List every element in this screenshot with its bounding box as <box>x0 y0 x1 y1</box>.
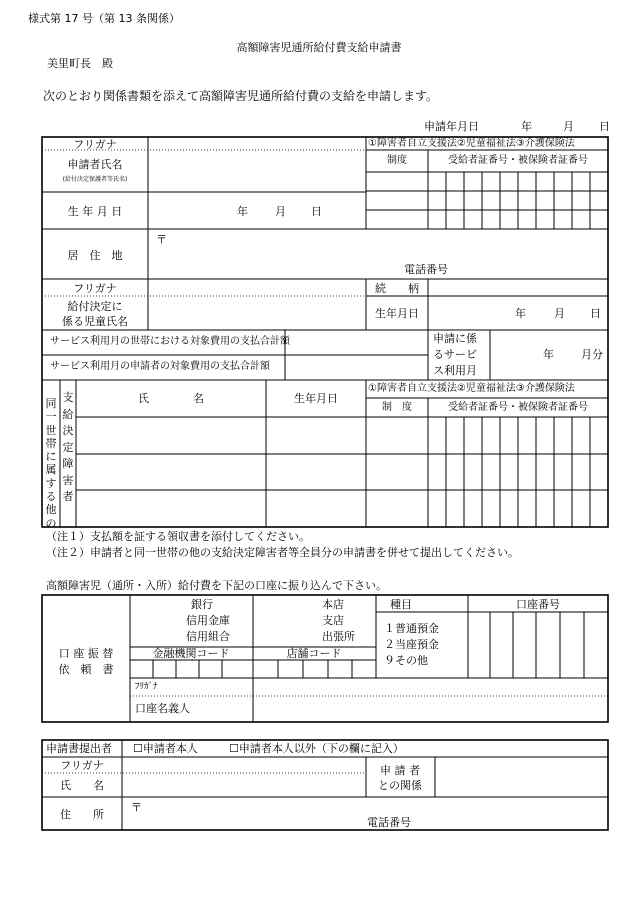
child-day-label: 日 <box>590 307 601 320</box>
service-month-label-3: ス利用月 <box>433 364 477 377</box>
transfer-label-2: 依 頼 書 <box>58 663 114 676</box>
account-type-option-2: ２当座預金 <box>384 638 439 651</box>
service-month-label-1: 申請に係 <box>433 332 477 345</box>
child-name-label-1: 給付決定に <box>67 300 123 313</box>
certificate-number-grid-top <box>446 172 590 229</box>
note-1: （注１）支払額を証する領収書を添付してください。 <box>46 530 310 543</box>
branch-type-1: 本店 <box>322 598 344 611</box>
relationship-label-1: 申 請 者 <box>380 764 420 777</box>
household-cert-label: 受給者証番号・被保険者証番号 <box>448 402 588 413</box>
date-label: 申請年月日 <box>424 120 479 133</box>
account-type-option-3: ９その他 <box>384 654 428 667</box>
household-vertical-label-outer: 同 一 世 帯 に 属 す る 他 の <box>45 397 57 530</box>
form-number: 様式第 17 号（第 13 条関係） <box>28 12 180 25</box>
submitter-option-other[interactable]: ☐申請者本人以外（下の欄に記入） <box>229 742 404 755</box>
institution-code-label: 金融機関コード <box>152 647 230 660</box>
date-year-label: 年 <box>521 120 532 133</box>
date-day-label: 日 <box>599 120 610 133</box>
household-birth-header: 生年月日 <box>294 392 338 405</box>
child-name-label-2: 係る児童氏名 <box>62 315 128 328</box>
addressee: 美里町長 殿 <box>47 57 113 70</box>
child-birth-label: 生年月日 <box>375 307 419 320</box>
applicant-furigana-label: フリガナ <box>73 138 117 151</box>
postal-mark: 〒 <box>156 233 167 246</box>
account-type-label: 種目 <box>390 598 412 611</box>
household-seido-label: 制 度 <box>382 402 412 413</box>
holder-furigana-label: ﾌﾘｶﾞﾅ <box>135 682 158 692</box>
submitter-address-label: 住 所 <box>60 808 104 821</box>
relationship-label-2: との関係 <box>378 779 422 792</box>
seido-label: 制度 <box>387 155 407 166</box>
phone-label: 電話番号 <box>404 263 448 276</box>
branch-code-label: 店舗コード <box>286 647 342 660</box>
service-year-label: 年 <box>543 348 554 361</box>
household-vertical-label-inner: 支 給 決 定 障 害 者 <box>62 391 74 503</box>
submitter-name-label: 氏 名 <box>60 779 104 792</box>
birth-year-label: 年 <box>237 205 248 218</box>
bank-type-1: 銀行 <box>191 598 213 611</box>
birth-month-label: 月 <box>275 205 286 218</box>
note-2: （注２）申請者と同一世帯の他の支給決定障害者等全員分の申請書を併せて提出してください。 <box>46 546 519 559</box>
bank-type-3: 信用組合 <box>186 630 230 643</box>
applicant-name-note: (給付決定保護者等氏名) <box>62 176 128 183</box>
household-total-label: サービス利用月の世帯における対象費用の支払合計額 <box>50 336 290 347</box>
applicant-total-label: サービス利用月の申請者の対象費用の支払合計額 <box>50 361 270 372</box>
intro-text: 次のとおり関係書類を添えて高額障害児通所給付費の支給を申請します。 <box>43 89 439 103</box>
submitter-option-self[interactable]: ☐申請者本人 <box>133 742 198 755</box>
submitter-phone-label: 電話番号 <box>367 816 411 829</box>
service-month-label-2: るサービ <box>433 348 477 361</box>
birth-day-label: 日 <box>311 205 322 218</box>
household-name-header: 氏 名 <box>138 392 204 405</box>
date-month-label: 月 <box>563 120 574 133</box>
relationship-label: 続 柄 <box>375 282 419 295</box>
branch-type-3: 出張所 <box>322 630 355 643</box>
certificate-number-grid-household <box>446 417 590 527</box>
form-title: 高額障害児通所給付費支給申請書 <box>236 41 402 54</box>
submitter-label: 申請書提出者 <box>46 742 112 755</box>
account-type-option-1: １普通預金 <box>384 622 439 635</box>
applicant-name-label: 申請者氏名 <box>67 158 123 171</box>
certificate-number-label: 受給者証番号・被保険者証番号 <box>448 155 588 166</box>
account-number-label: 口座番号 <box>516 598 560 611</box>
address-label: 居 住 地 <box>67 249 123 262</box>
bank-type-2: 信用金庫 <box>186 614 230 627</box>
child-month-label: 月 <box>554 307 565 320</box>
child-furigana-label: フリガナ <box>73 282 117 295</box>
account-number-grid <box>490 612 584 678</box>
branch-type-2: 支店 <box>322 614 344 627</box>
law-options-header: ①障害者自立支援法②児童福祉法③介護保険法 <box>368 138 575 149</box>
transfer-label-1: 口 座 振 替 <box>58 647 114 660</box>
bank-heading: 高額障害児（通所・入所）給付費を下記の口座に振り込んで下さい。 <box>46 579 387 592</box>
household-law-header: ①障害者自立支援法②児童福祉法③介護保険法 <box>368 383 575 394</box>
account-holder-label: 口座名義人 <box>135 702 190 715</box>
submitter-furigana-label: フリガナ <box>60 759 104 772</box>
service-month-unit: 月分 <box>581 348 603 361</box>
child-year-label: 年 <box>515 307 526 320</box>
submitter-postal-mark: 〒 <box>131 801 142 814</box>
birthdate-label: 生 年 月 日 <box>67 205 123 218</box>
